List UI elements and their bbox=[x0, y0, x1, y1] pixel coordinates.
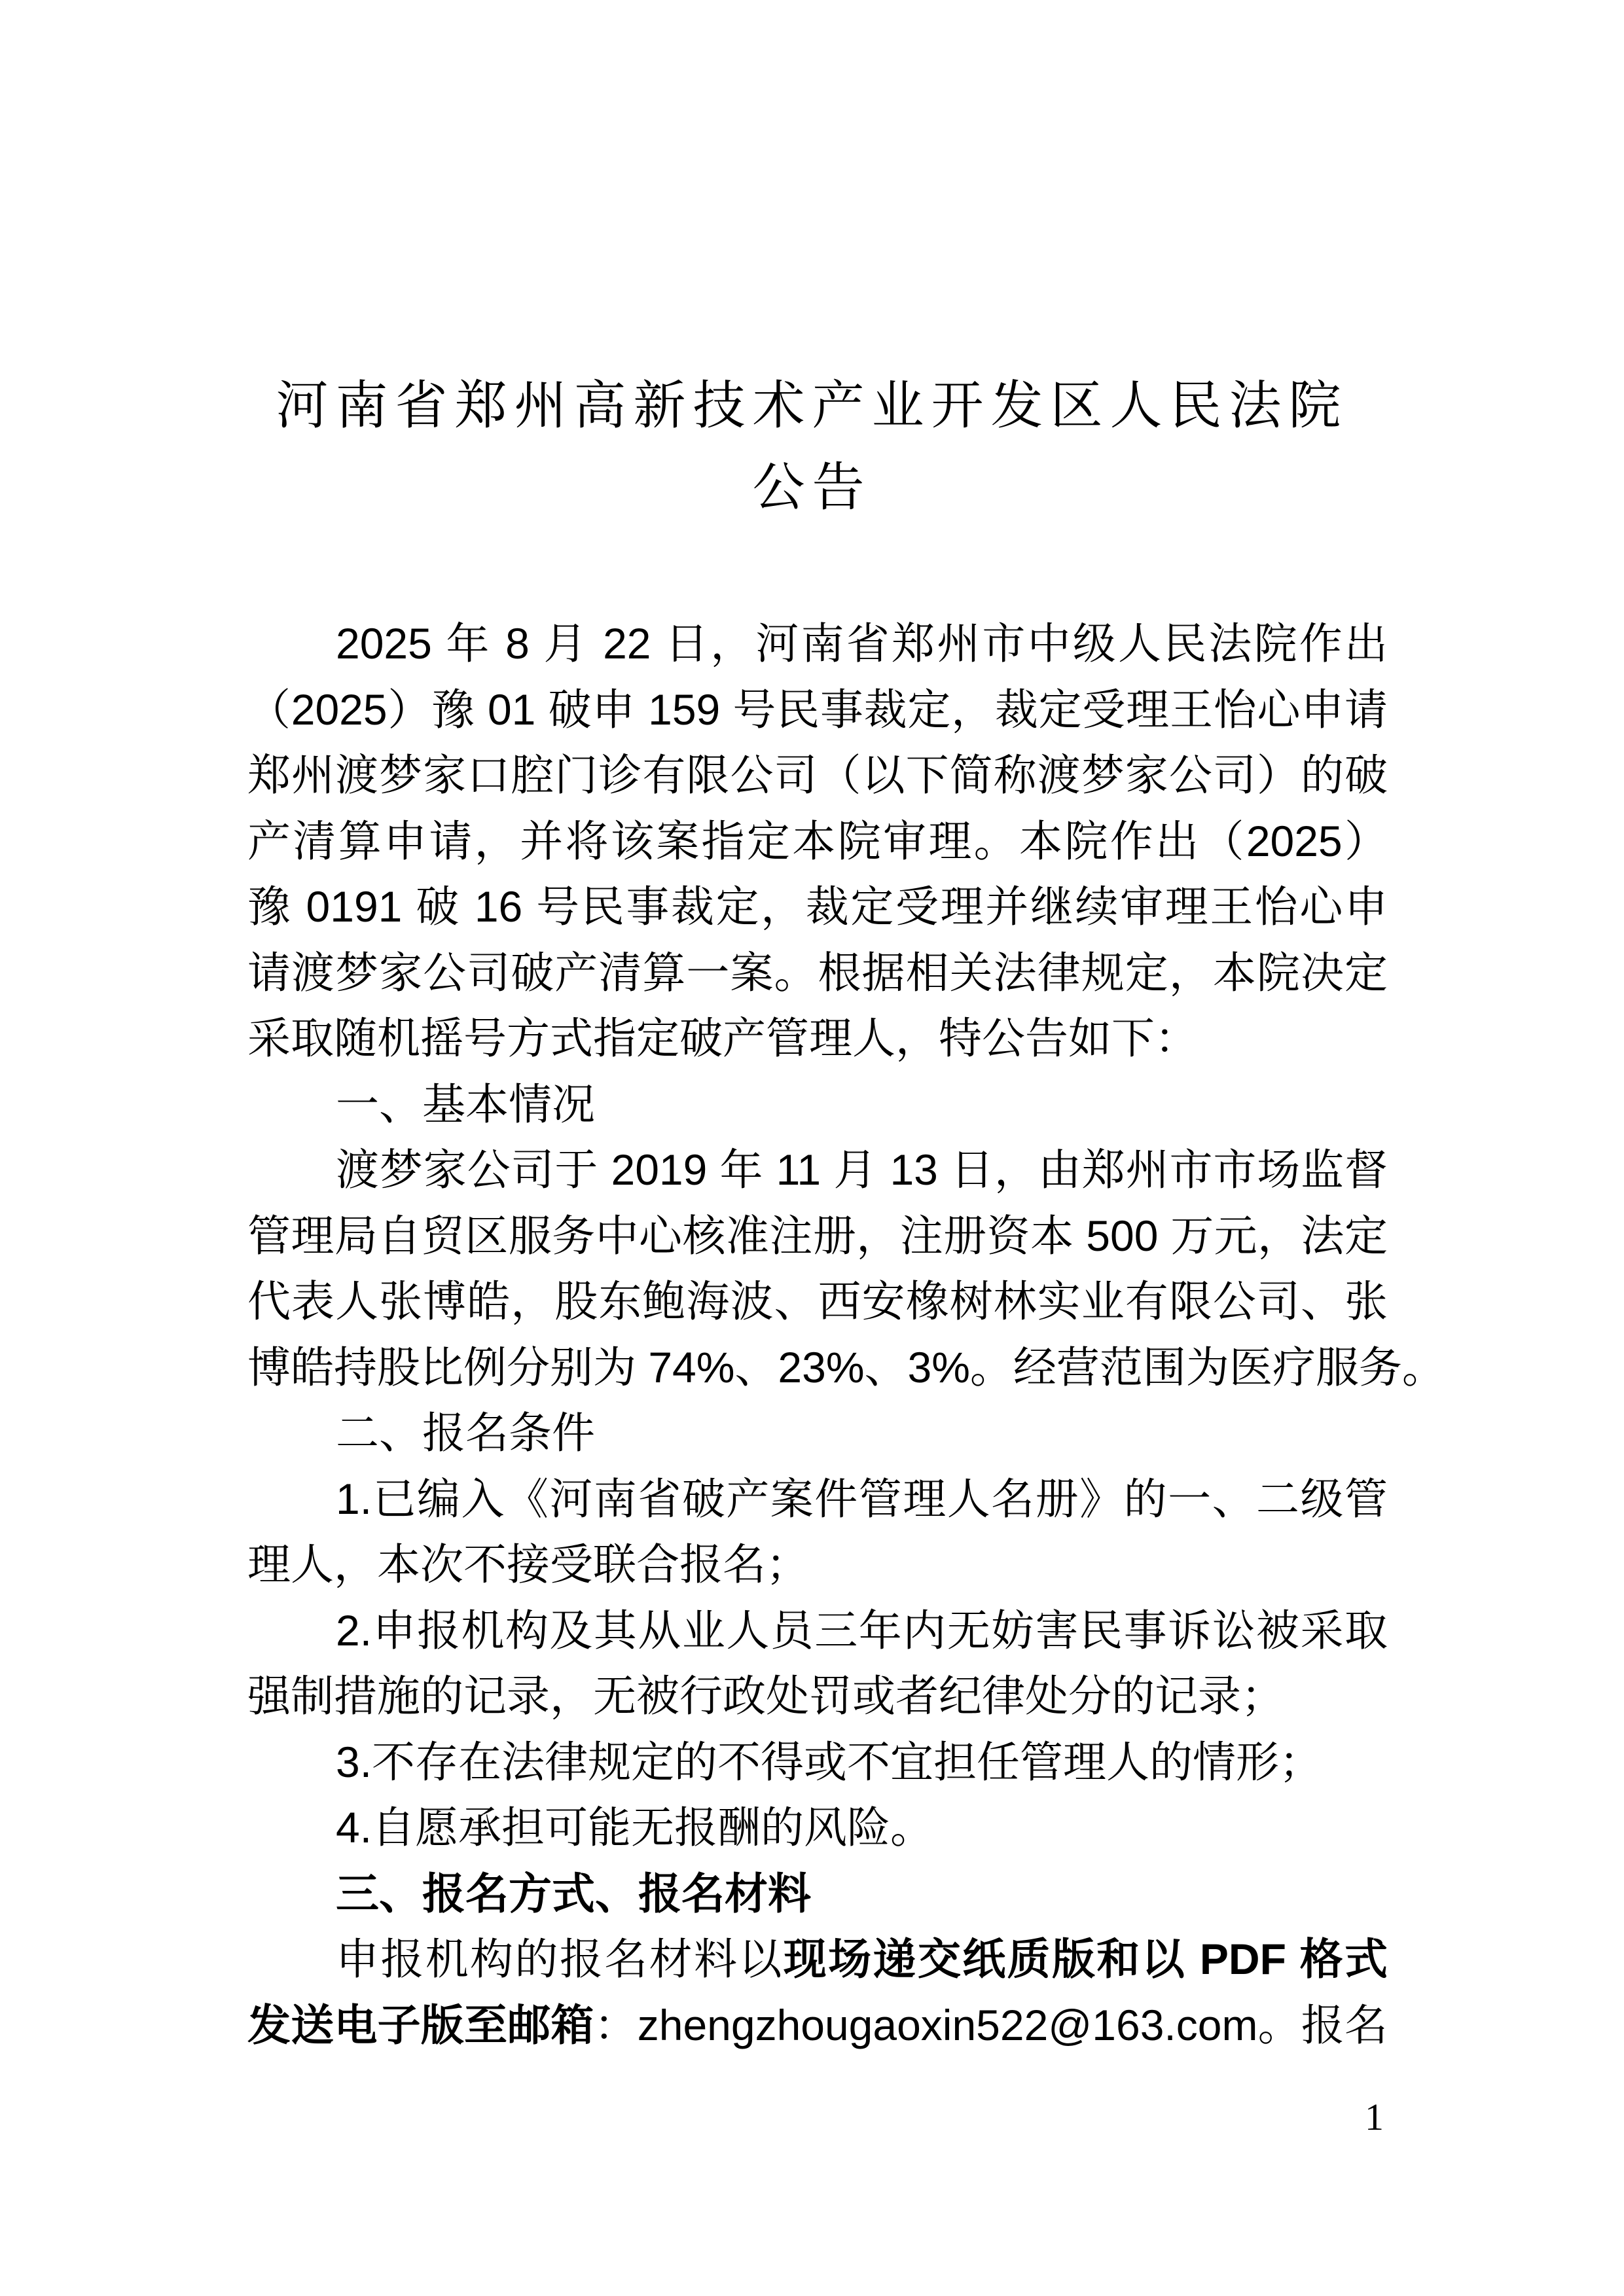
text: 理人，本次不接受联合报名； bbox=[247, 1540, 809, 1588]
document-body bbox=[247, 611, 1445, 2058]
announcement-title: 公告 bbox=[752, 457, 872, 518]
paragraph-line bbox=[247, 1663, 1388, 1729]
text: 采取随机摇号方式指定破产管理人，特公告如下： bbox=[247, 1014, 1198, 1062]
paragraph-line bbox=[247, 1532, 1388, 1598]
text: 2.申报机构及其从业人员三年内无妨害民事诉讼被采取 bbox=[336, 1605, 1388, 1655]
bold-text: 现场递交纸质版和以 PDF 格式 bbox=[783, 1935, 1388, 1983]
bold-text: 三、报名方式、报名材料 bbox=[336, 1869, 811, 1918]
paragraph-line bbox=[247, 1137, 1388, 1203]
paragraph-line bbox=[247, 808, 1388, 874]
paragraph-line bbox=[247, 940, 1388, 1006]
page-number: 1 bbox=[1365, 2096, 1384, 2138]
text: 渡梦家公司于 2019 年 11 月 13 日，由郑州市市场监督 bbox=[336, 1145, 1388, 1194]
text: 1.已编入《河南省破产案件管理人名册》的一、二级管 bbox=[336, 1474, 1388, 1523]
paragraph-line bbox=[247, 1268, 1388, 1335]
bold-text: 发送电子版至邮箱 bbox=[247, 2000, 594, 2049]
text: 请渡梦家公司破产清算一案。根据相关法律规定，本院决定 bbox=[247, 948, 1388, 997]
text: 3.不存在法律规定的不得或不宜担任管理人的情形； bbox=[336, 1737, 1323, 1786]
text: （2025）豫 01 破申 159 号民事裁定，裁定受理王怡心申请 bbox=[247, 685, 1388, 734]
paragraph-line bbox=[247, 1992, 1388, 2058]
paragraph-line bbox=[247, 1795, 1388, 1861]
paragraph-line bbox=[247, 742, 1388, 808]
paragraph-line bbox=[247, 677, 1388, 743]
text: 管理局自贸区服务中心核准注册，注册资本 500 万元，法定 bbox=[247, 1211, 1388, 1260]
paragraph-line bbox=[247, 1335, 1445, 1401]
text: ：zhengzhougaoxin522@163.com。报名 bbox=[594, 2000, 1388, 2049]
paragraph-line bbox=[247, 1005, 1388, 1071]
paragraph-line bbox=[247, 1926, 1388, 1992]
paragraph-line bbox=[247, 1203, 1388, 1269]
text: 2025 年 8 月 22 日，河南省郑州市中级人民法院作出 bbox=[336, 619, 1388, 668]
text: 博皓持股比例分别为 74%、23%、3%。经营范围为医疗服务。 bbox=[247, 1342, 1445, 1391]
paragraph-line bbox=[247, 1861, 1388, 1927]
text: 强制措施的记录，无被行政处罚或者纪律处分的记录； bbox=[247, 1672, 1284, 1720]
text: 二、报名条件 bbox=[336, 1408, 595, 1457]
text: 申报机构的报名材料以 bbox=[336, 1935, 784, 1983]
paragraph-line bbox=[247, 1729, 1388, 1795]
paragraph-line bbox=[247, 1071, 1388, 1138]
court-name-title: 河南省郑州高新技术产业开发区人民法院 bbox=[276, 375, 1348, 436]
paragraph-line bbox=[247, 1598, 1388, 1664]
text: 代表人张博皓，股东鲍海波、西安橡树林实业有限公司、张 bbox=[247, 1277, 1388, 1325]
text: 一、基本情况 bbox=[336, 1079, 595, 1128]
paragraph-line bbox=[247, 1400, 1388, 1466]
text: 豫 0191 破 16 号民事裁定，裁定受理并继续审理王怡心申 bbox=[247, 882, 1388, 931]
paragraph-line bbox=[247, 1466, 1388, 1532]
paragraph-line bbox=[247, 611, 1388, 677]
text: 4.自愿承担可能无报酬的风险。 bbox=[336, 1803, 934, 1852]
paragraph-line bbox=[247, 874, 1388, 940]
text: 郑州渡梦家口腔门诊有限公司（以下简称渡梦家公司）的破 bbox=[247, 751, 1388, 799]
text: 产清算申请，并将该案指定本院审理。本院作出（2025） bbox=[247, 816, 1388, 865]
